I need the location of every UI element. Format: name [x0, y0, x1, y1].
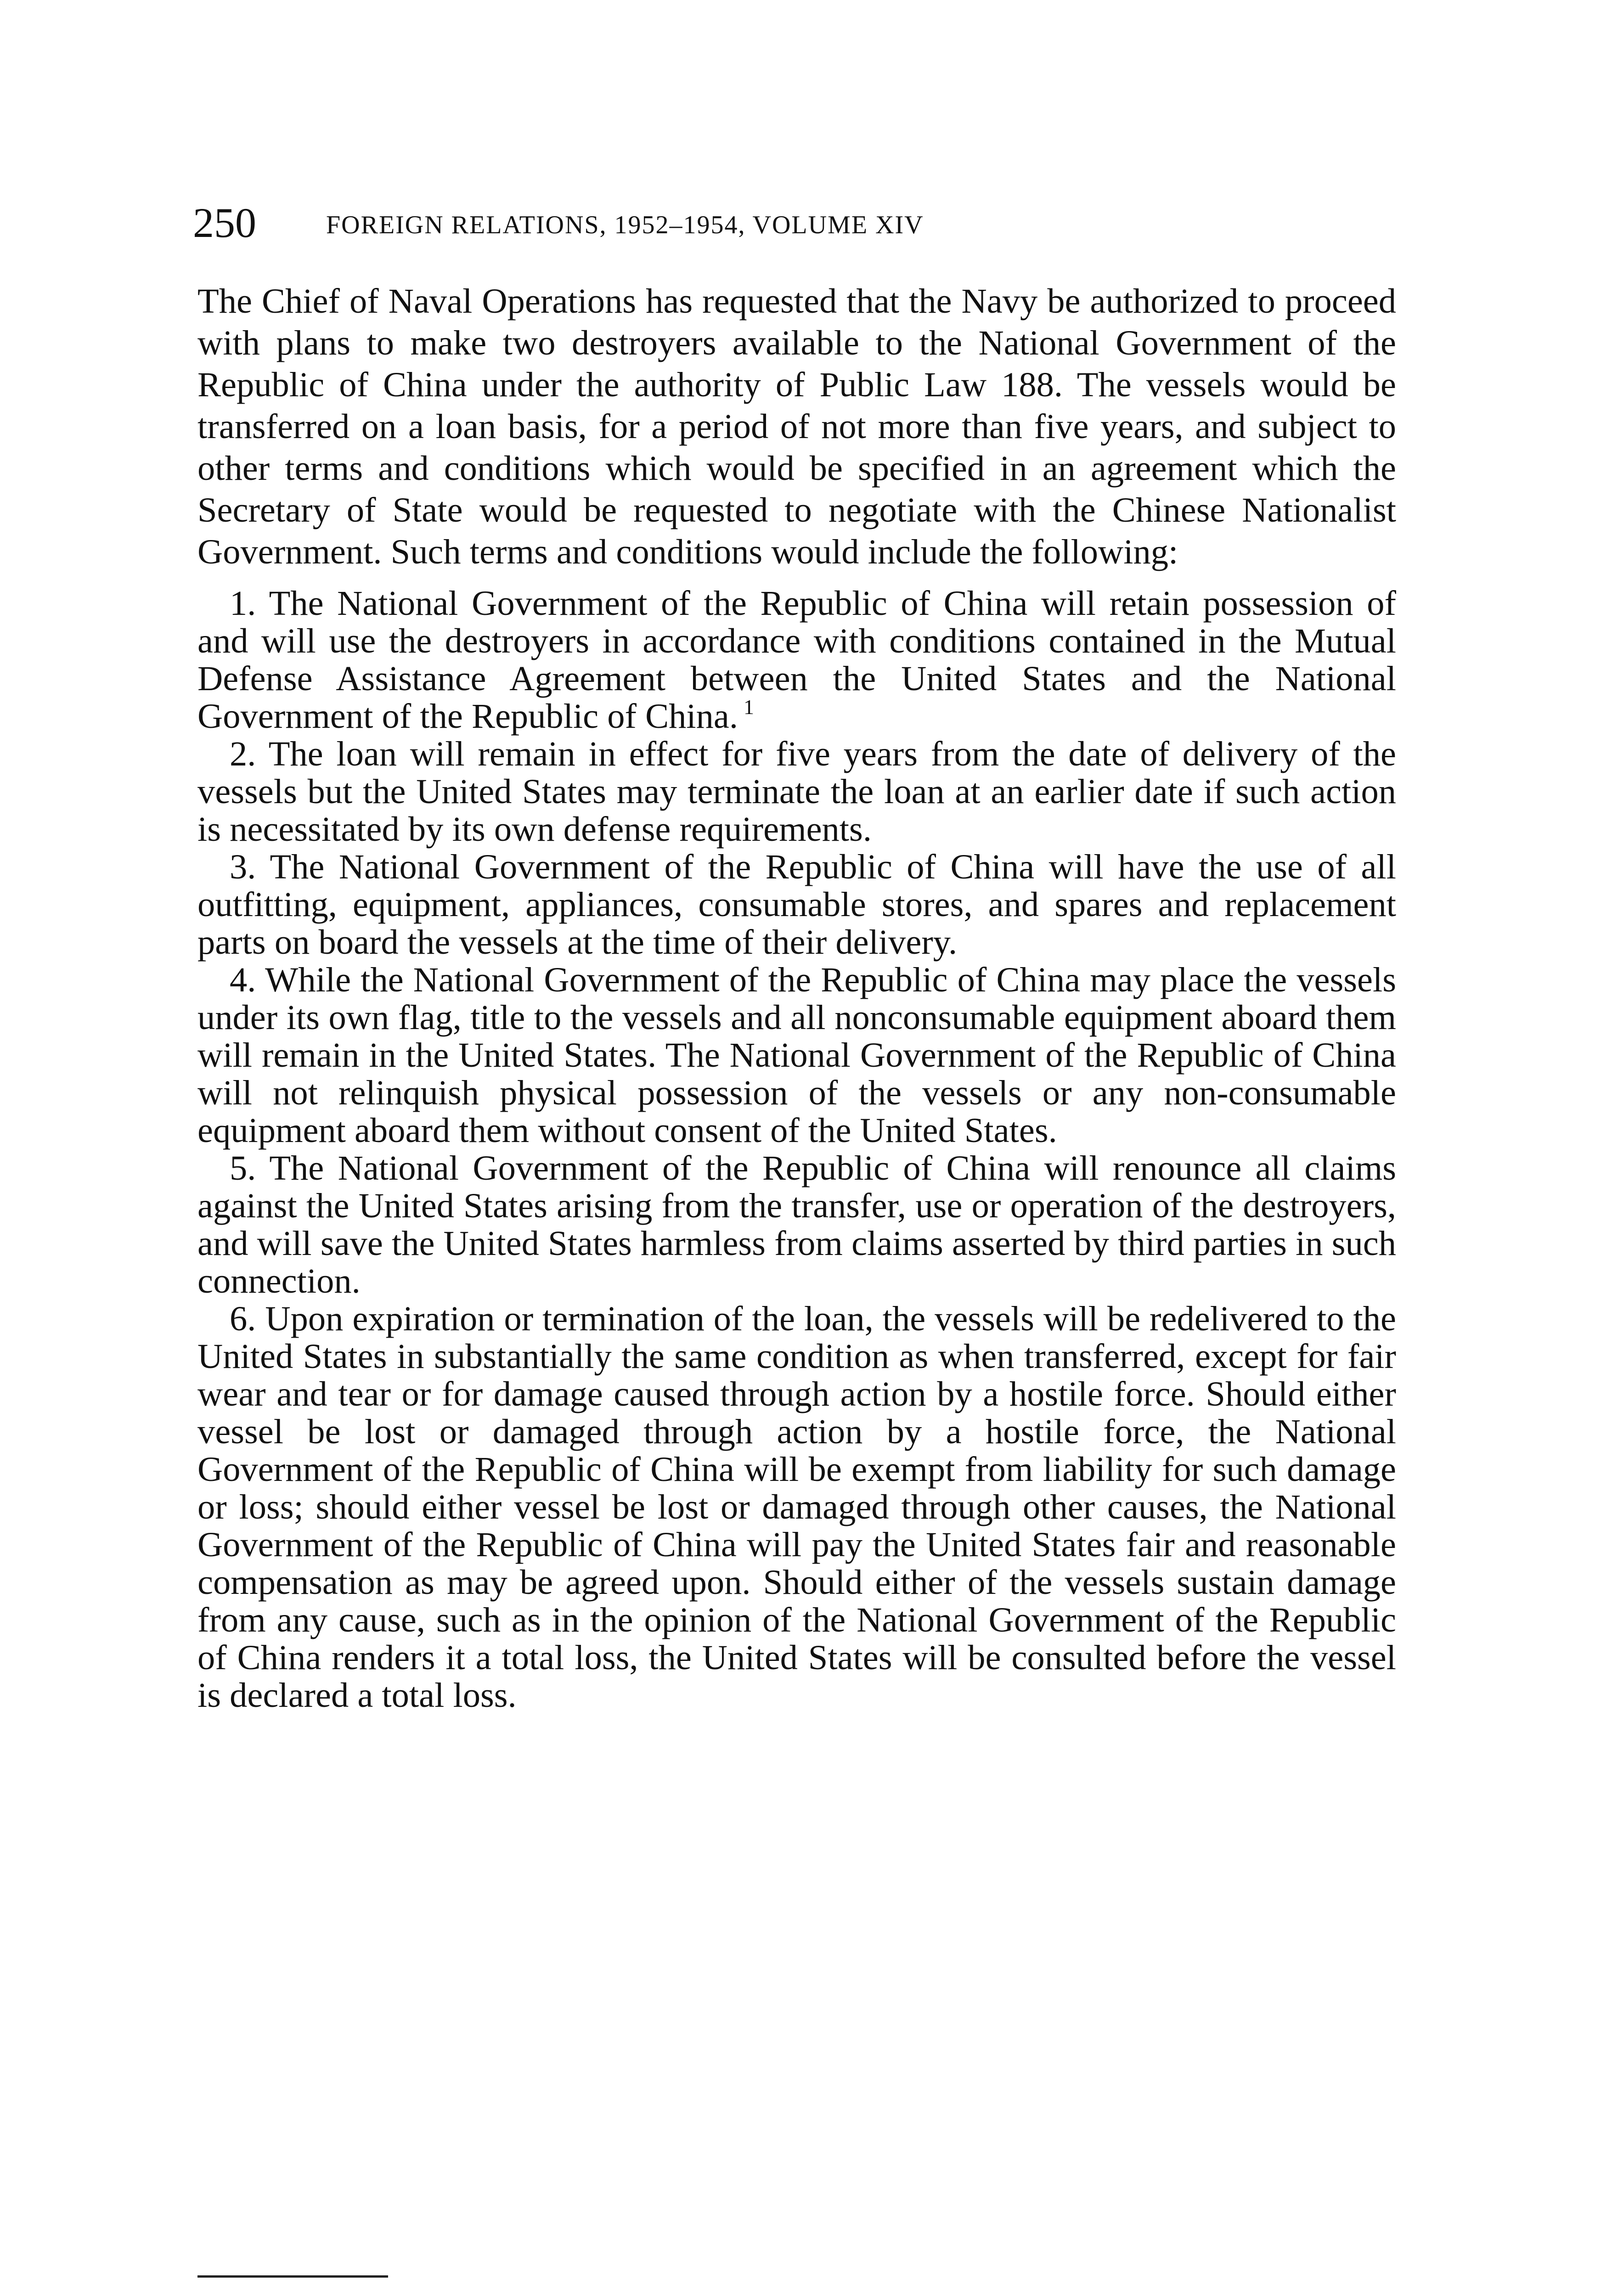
condition-text: The National Government of the Republic of China will have the use of all outfitting, equipment, appliances, consumable stores, and spares and replacement parts on board the vessels at the time of their delivery.: [197, 847, 1396, 962]
condition-text: The National Government of the Republic of China will renounce all claims against the United States arising from the transfer, use or operation of the destroyers, and will save the United States harmless from claims asserted by third parties in such connection.: [197, 1148, 1396, 1300]
condition-text: The National Government of the Republic of China will retain possession of and will use the destroyers in accordance with conditions contained in the Mutual Defense Assistance Agreement between the United States and the National Government of the Republic of China.: [197, 584, 1396, 736]
condition-item-5: [197, 1149, 1396, 1300]
condition-number: 3.: [230, 847, 256, 886]
running-head: FOREIGN RELATIONS, 1952–1954, VOLUME XIV: [326, 211, 924, 239]
body-text: [197, 280, 1396, 1714]
condition-text: Upon expiration or termination of the loan, the vessels will be redelivered to the United States in substantially the same condition as when transferred, except for fair wear and tear or for damage caused through action by a hostile force. Should either vessel be lost or damaged through action by a hostile force, the National Government of the Republic of China will be exempt from liability for such damage or loss; should either vessel be lost or damaged through other causes, the National Government of the Republic of China will pay the United States fair and reasonable compensation as may be agreed upon. Should either of the vessels sustain damage from any cause, such as in the opinion of the National Government of the Republic of China renders it a total loss, the United States will be consulted before the vessel is declared a total loss.: [197, 1299, 1396, 1715]
conditions-list: [197, 585, 1396, 1714]
condition-text: The loan will remain in effect for five years from the date of delivery of the vessels but the United States may terminate the loan at an earlier date if such action is necessitated by its own defense requirements.: [197, 734, 1396, 849]
condition-number: 6.: [230, 1299, 256, 1338]
intro-paragraph: The Chief of Naval Operations has requested that the Navy be authorized to proceed with plans to make two destroyers available to the National Government of the Republic of China under the authority of Public Law 188. The vessels would be transferred on a loan basis, for a period of not more than five years, and subject to other terms and conditions which would be specified in an agreement which the Secretary of State would be requested to negotiate with the Chinese Nationalist Government. Such terms and conditions would include the following:: [197, 281, 1396, 571]
condition-number: 2.: [230, 734, 256, 773]
condition-item-1: [197, 585, 1396, 735]
condition-item-3: [197, 848, 1396, 961]
condition-number: 5.: [230, 1148, 256, 1187]
condition-number: 1.: [230, 584, 256, 623]
page-header: [193, 197, 1442, 253]
page-number: 250: [193, 199, 256, 246]
condition-item-2: [197, 735, 1396, 848]
condition-text: While the National Government of the Republic of China may place the vessels under its own flag, title to the vessels and all nonconsumable equipment aboard them will remain in the United States. The National Government of the Republic of China will not relinquish physical possession of the vessels or any non-consumable equipment aboard them without consent of the United States.: [197, 960, 1397, 1150]
condition-item-6: [197, 1300, 1396, 1714]
footnote-reference: 1: [743, 695, 754, 719]
condition-item-4: [197, 961, 1396, 1149]
footnote-divider: [197, 2275, 388, 2278]
condition-number: 4.: [230, 960, 256, 999]
